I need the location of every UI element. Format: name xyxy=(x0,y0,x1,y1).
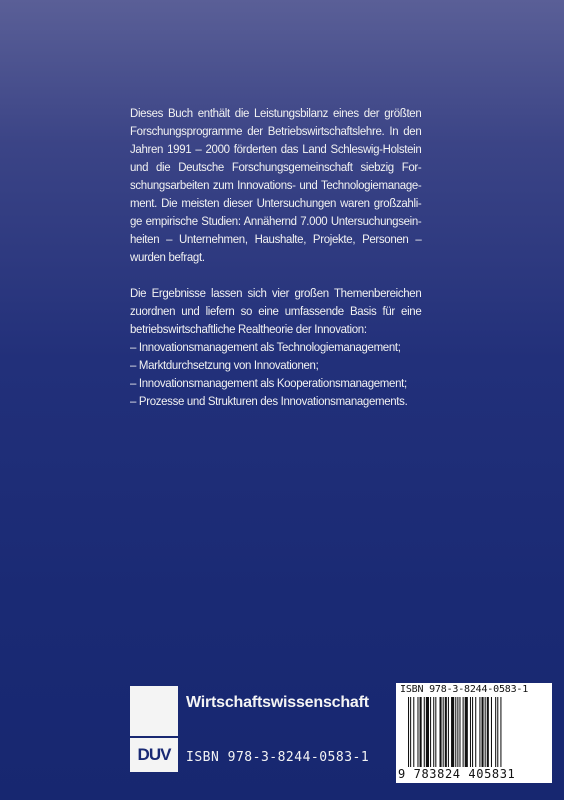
barcode-bar xyxy=(408,697,409,767)
blurb-paragraph-1 xyxy=(130,104,421,266)
blurb-line: ment. Die meisten dieser Untersuchungen waren großzahli- xyxy=(130,196,422,210)
blurb-paragraph-2 xyxy=(130,284,421,410)
barcode-bar xyxy=(497,697,498,767)
blurb-line: wurden befragt. xyxy=(130,250,205,264)
barcode-bar xyxy=(485,697,486,767)
logo-block xyxy=(130,686,178,736)
blurb-list-item: – Innovationsmanagement als Technologiemanagement; xyxy=(130,340,401,354)
barcode-bar xyxy=(426,697,429,767)
barcode-bar xyxy=(491,697,492,767)
blurb-line: Dieses Buch enthält die Leistungsbilanz eines der größten xyxy=(130,106,422,120)
barcode-bar xyxy=(445,697,447,767)
barcode-number: 9 783824 405831 xyxy=(398,767,516,781)
publisher-block xyxy=(130,686,390,776)
barcode-bar xyxy=(463,697,464,767)
barcode-bar xyxy=(424,697,425,767)
blurb-line: heiten – Unternehmen, Haushalte, Projekte, Personen – xyxy=(130,232,422,246)
logo-text: DUV xyxy=(130,738,178,772)
blurb-line: zuordnen und liefern so eine umfassende Basis für eine xyxy=(130,304,422,318)
blurb-line: betriebswirtschaftliche Realtheorie der Innovation: xyxy=(130,322,367,336)
barcode-bar xyxy=(417,697,418,767)
barcode-bar xyxy=(433,697,434,767)
barcode-bar xyxy=(448,697,449,767)
barcode-bar xyxy=(470,697,471,767)
barcode-bar xyxy=(451,697,454,767)
barcode-bar xyxy=(487,697,489,767)
blurb-list-item: – Marktdurchsetzung von Innovationen; xyxy=(130,358,319,372)
barcode-bar xyxy=(495,697,496,767)
blurb-list-item: – Prozesse und Strukturen des Innovationsmanagements. xyxy=(130,394,408,408)
publisher-logo xyxy=(130,686,178,774)
barcode-bars xyxy=(408,697,546,767)
barcode-bar xyxy=(435,697,436,767)
barcode-label xyxy=(396,683,552,783)
blurb-line: schungsarbeiten zum Innovations- und Technologiemanage- xyxy=(130,178,422,192)
barcode-bar xyxy=(479,697,480,767)
barcode-isbn: ISBN 978-3-8244-0583-1 xyxy=(400,684,529,695)
barcode-bar xyxy=(465,697,468,767)
barcode-bar xyxy=(459,697,460,767)
barcode-bar xyxy=(455,697,456,767)
blurb-line: Forschungsprogramme der Betriebswirtschaftslehre. In den xyxy=(130,124,422,138)
isbn-text: ISBN 978-3-8244-0583-1 xyxy=(186,750,370,765)
barcode-bar xyxy=(420,697,422,767)
barcode-bar xyxy=(500,697,501,767)
back-cover-blurb xyxy=(130,104,421,428)
barcode-bar xyxy=(413,697,414,767)
barcode-bar xyxy=(482,697,484,767)
series-title: Wirtschaftswissenschaft xyxy=(186,694,369,711)
barcode-bar xyxy=(443,697,444,767)
barcode-bar xyxy=(410,697,411,767)
blurb-line: Die Ergebnisse lassen sich vier großen Themenbereichen xyxy=(130,286,422,300)
blurb-list-item: – Innovationsmanagement als Kooperationsmanagement; xyxy=(130,376,407,390)
blurb-line: und die Deutsche Forschungsgemeinschaft siebzig For- xyxy=(130,160,422,174)
blurb-line: ge empirische Studien: Annähernd 7.000 Untersuchungsein- xyxy=(130,214,422,228)
blurb-line: Jahren 1991 – 2000 förderten das Land Schleswig-Holstein xyxy=(130,142,422,156)
barcode-bar xyxy=(440,697,442,767)
barcode-bar xyxy=(475,697,476,767)
barcode-bar xyxy=(457,697,458,767)
barcode-bar xyxy=(430,697,431,767)
barcode-bar xyxy=(472,697,473,767)
